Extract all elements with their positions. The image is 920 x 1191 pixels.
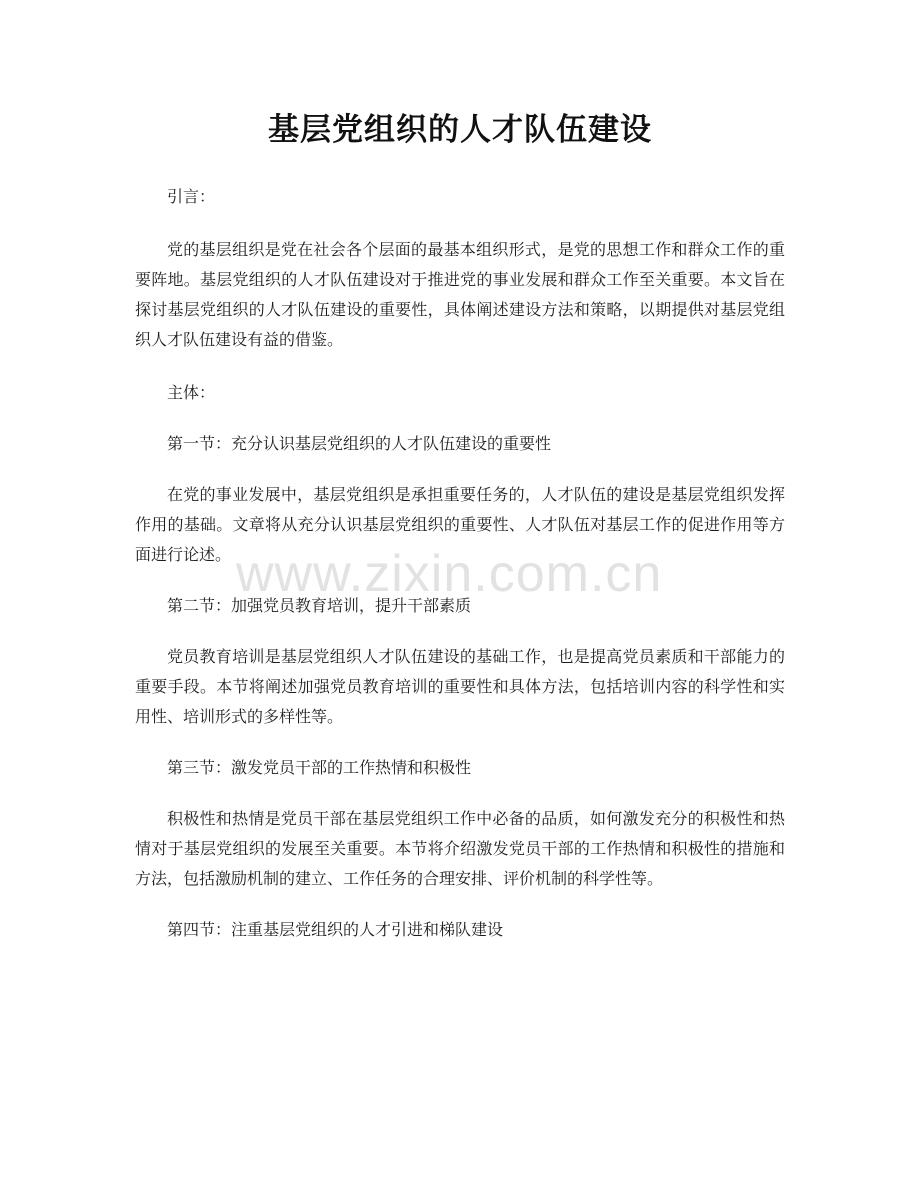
- page-title: 基层党组织的人才队伍建设: [268, 112, 652, 148]
- section-3-heading: 第三节：激发党员干部的工作热情和积极性: [167, 758, 472, 777]
- section-2-heading: 第二节：加强党员教育培训，提升干部素质: [167, 596, 472, 615]
- intro-label: 引言：: [167, 187, 216, 206]
- section-2-paragraph: 党员教育培训是基层党组织人才队伍建设的基础工作，也是提高党员素质和干部能力的重要手段。本节将阐述加强党员教育培训的重要性和具体方法，包括培训内容的科学性和实用性、培训形式的多样性等。: [135, 647, 785, 726]
- section-1-paragraph: 在党的事业发展中，基层党组织是承担重要任务的，人才队伍的建设是基层党组织发挥作用的基础。文章将从充分认识基层党组织的重要性、人才队伍对基层工作的促进作用等方面进行论述。: [135, 485, 785, 564]
- watermark-text: www.zixin.com.cn: [236, 545, 663, 603]
- section-3-paragraph: 积极性和热情是党员干部在基层党组织工作中必备的品质，如何激发充分的积极性和热情对于基层党组织的发展至关重要。本节将介绍激发党员干部的工作热情和积极性的措施和方法，包括激励机制的建立、工作任务的合理安排、评价机制的科学性等。: [135, 809, 785, 888]
- main-label: 主体：: [167, 383, 216, 402]
- section-1-heading: 第一节：充分认识基层党组织的人才队伍建设的重要性: [167, 434, 552, 453]
- intro-paragraph: 党的基层组织是党在社会各个层面的最基本组织形式，是党的思想工作和群众工作的重要阵地。基层党组织的人才队伍建设对于推进党的事业发展和群众工作至关重要。本文旨在探讨基层党组织的人才队伍建设的重要性，具体阐述建设方法和策略，以期提供对基层党组织人才队伍建设有益的借鉴。: [135, 240, 785, 349]
- section-4-heading: 第四节：注重基层党组织的人才引进和梯队建设: [167, 920, 504, 939]
